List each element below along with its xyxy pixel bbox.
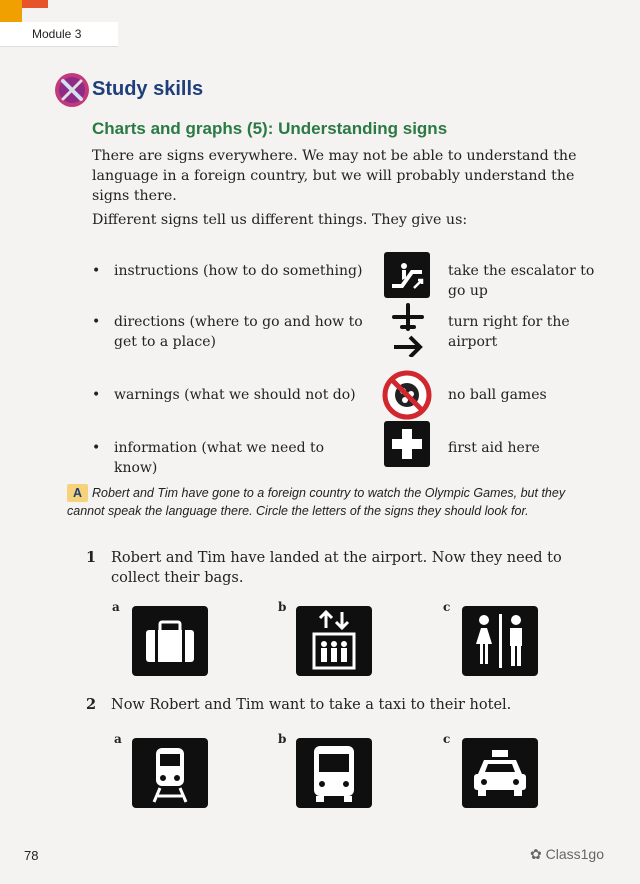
question-text: Robert and Tim have landed at the airport. Now they need to collect their bags.: [111, 550, 562, 586]
section-subtitle: Charts and graphs (5): Understanding signs: [92, 119, 448, 138]
question-number: 2: [86, 696, 97, 713]
sign-description: no ball games: [448, 387, 547, 403]
toilets-icon[interactable]: [462, 606, 538, 676]
sign-description: take the escalator to go up: [448, 263, 595, 299]
bullet-item: • directions (where to go and how to get to a place): [92, 314, 363, 350]
taxi-icon[interactable]: [462, 738, 538, 808]
option-letter[interactable]: c: [443, 732, 451, 746]
bullet-item: • information (what we need to know): [92, 438, 114, 458]
activity-instructions: [67, 484, 597, 520]
bullet-text: directions (where to go and how to get to a place): [114, 314, 363, 350]
watermark: [530, 846, 604, 863]
module-label: Module 3: [32, 27, 82, 41]
option-letter[interactable]: a: [112, 600, 120, 614]
study-skills-icon: [54, 72, 90, 108]
escalator-up-icon: [384, 252, 430, 298]
activity-badge: A: [67, 484, 88, 502]
intro-paragraph: There are signs everywhere. We may not be able to understand the language in a foreign country, but we will probably understand the signs there.: [92, 148, 577, 204]
bullet-text: instructions (how to do something): [114, 263, 363, 279]
option-letter[interactable]: b: [278, 600, 287, 614]
suitcase-icon[interactable]: [132, 606, 208, 676]
option-letter[interactable]: b: [278, 732, 287, 746]
corner-decoration-red: [22, 0, 48, 8]
bullet-text: information (what we need to know): [114, 440, 325, 476]
option-letter[interactable]: c: [443, 600, 451, 614]
section-title: Study skills: [92, 78, 204, 100]
activity-text: Robert and Tim have gone to a foreign country to watch the Olympic Games, but they cannot speak the language there. Circle the letters of the signs they should look for.: [67, 486, 566, 518]
bullet-item: • instructions (how to do something): [92, 263, 363, 279]
sign-description: turn right for the airport: [448, 314, 570, 350]
question-number: 1: [86, 549, 97, 566]
bullet-item: • warnings (what we should not do): [92, 385, 114, 405]
intro-paragraph-2: Different signs tell us different things. They give us:: [92, 212, 468, 228]
first-aid-icon: [384, 421, 430, 467]
corner-decoration: [0, 0, 22, 22]
page-number: 78: [24, 848, 39, 863]
no-ball-games-icon: [382, 370, 432, 420]
question-text: Now Robert and Tim want to take a taxi to their hotel.: [111, 697, 512, 713]
bus-icon[interactable]: [296, 738, 372, 808]
bullet-text: warnings (what we should not do): [114, 387, 356, 403]
sign-description: first aid here: [448, 440, 540, 456]
elevator-icon[interactable]: [296, 606, 372, 676]
option-letter[interactable]: a: [114, 732, 122, 746]
wechat-icon: ✿: [530, 846, 546, 862]
train-icon[interactable]: [132, 738, 208, 808]
watermark-text: Class1go: [545, 846, 604, 862]
airport-right-arrow-icon: [390, 303, 426, 357]
